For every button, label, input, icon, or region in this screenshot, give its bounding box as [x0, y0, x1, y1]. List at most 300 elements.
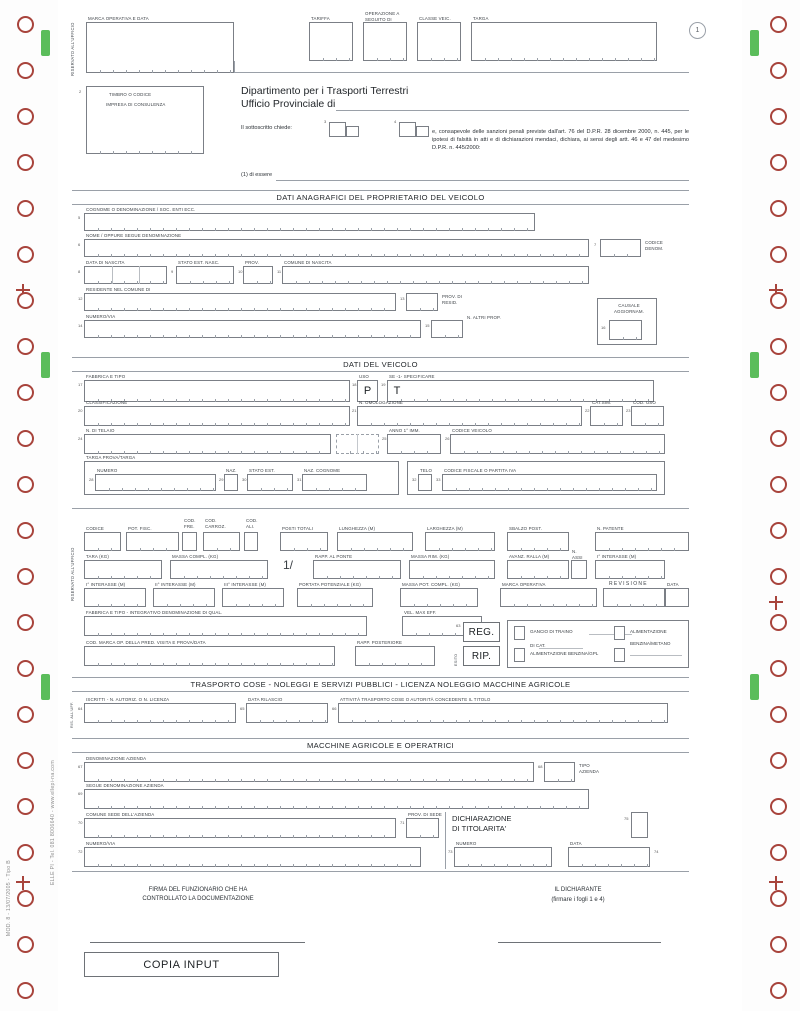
field-data-rilascio[interactable]	[246, 703, 328, 723]
field-number-74: 74	[654, 849, 659, 854]
field-tara[interactable]	[84, 560, 162, 579]
character-cell-tick	[527, 254, 528, 257]
field-targa[interactable]	[471, 22, 657, 61]
field-cod-ali[interactable]	[244, 532, 258, 551]
field-numero-titolarita[interactable]	[454, 847, 552, 867]
character-cell-tick	[241, 806, 242, 809]
character-cell-tick	[508, 720, 509, 723]
checkbox-chiede-3[interactable]	[329, 122, 346, 137]
field-interasse-0[interactable]	[595, 560, 665, 579]
field-codice-denom[interactable]	[600, 239, 641, 257]
field-codice[interactable]	[84, 532, 121, 551]
riservato-ufficio-vertical-top: RISERVATO ALL'UFFICIO	[70, 22, 75, 76]
character-cell-tick	[527, 779, 528, 782]
character-cell-tick	[431, 58, 432, 61]
character-cell-tick	[475, 228, 476, 231]
character-cell-tick	[293, 633, 294, 636]
character-cell-tick	[353, 576, 354, 579]
character-cell-tick	[202, 835, 203, 838]
character-cell-tick	[228, 335, 229, 338]
label-numero-targa: NUMERO	[97, 468, 118, 473]
rip-button[interactable]: RIP.	[463, 646, 500, 666]
field-n-telaio[interactable]	[84, 434, 331, 454]
field-cod-marca-op-visita[interactable]	[84, 646, 335, 666]
field-comune-nascita[interactable]	[282, 266, 589, 284]
character-cell-tick	[329, 488, 330, 491]
character-cell-tick	[371, 423, 372, 426]
character-cell-tick	[443, 720, 444, 723]
character-cell-tick	[319, 779, 320, 782]
character-cell-tick	[135, 488, 136, 491]
character-cell-tick	[395, 663, 396, 666]
character-cell-tick	[449, 576, 450, 579]
field-iscritti-autoriz[interactable]	[84, 703, 236, 723]
field-pot-fisc[interactable]	[126, 532, 179, 551]
character-cell-tick	[573, 720, 574, 723]
checkbox-alimentazione-metano[interactable]	[614, 626, 625, 640]
field-numero-via-azienda[interactable]	[84, 847, 421, 867]
character-cell-tick	[189, 423, 190, 426]
checkbox-chiede-3b[interactable]	[346, 126, 359, 137]
field-interasse-1[interactable]	[84, 588, 146, 607]
character-cell-tick	[306, 228, 307, 231]
field-stato-est[interactable]	[247, 474, 293, 491]
character-cell-tick	[254, 806, 255, 809]
character-cell-tick	[174, 488, 175, 491]
character-cell-tick	[384, 423, 385, 426]
character-cell-tick	[612, 488, 613, 491]
field-number-18: 18	[352, 382, 357, 387]
character-cell-tick	[150, 308, 151, 311]
field-n-patente[interactable]	[595, 532, 689, 551]
section-title-trasporto: TRASPORTO COSE - NOLEGGI E SERVIZI PUBBLICI - LICENZA NOLEGGIO MACCHINE AGRICOLE	[190, 680, 571, 689]
character-cell-tick	[280, 423, 281, 426]
character-cell-tick	[113, 151, 114, 154]
character-cell-tick	[674, 548, 675, 551]
character-cell-tick	[228, 864, 229, 867]
character-cell-tick	[358, 228, 359, 231]
feed-hole	[17, 798, 34, 815]
field-cod-carroz[interactable]	[203, 532, 240, 551]
field-classe-veicolo[interactable]	[417, 22, 461, 61]
field-marca-operativa[interactable]	[86, 22, 234, 73]
character-cell-tick	[280, 254, 281, 257]
character-cell-tick	[280, 779, 281, 782]
character-cell-tick	[501, 806, 502, 809]
label-prov-nascita: PROV.	[245, 260, 260, 265]
character-cell-tick	[371, 806, 372, 809]
signature-line-dichiarante[interactable]	[498, 942, 661, 943]
feed-hole	[770, 568, 787, 585]
field-residente-comune[interactable]	[84, 293, 396, 311]
character-cell-tick	[241, 663, 242, 666]
character-cell-tick	[124, 633, 125, 636]
field-cognome[interactable]	[84, 213, 535, 231]
label-comune-sede: COMUNE SEDE DELL'AZIENDA	[86, 812, 155, 817]
character-cell-tick	[345, 399, 346, 402]
character-cell-tick	[215, 308, 216, 311]
label-attivita-trasporto: ATTIVITÀ TRASPORTO COSE O AUTORITÀ CONCEDENTE IL TITOLO	[340, 697, 491, 702]
character-cell-tick	[599, 720, 600, 723]
character-cell-tick	[404, 720, 405, 723]
character-cell-tick	[124, 335, 125, 338]
character-cell-tick	[558, 779, 559, 782]
field-segue-denominazione[interactable]	[84, 789, 589, 809]
field-tipo-azienda[interactable]	[544, 762, 575, 782]
checkbox-extra[interactable]	[614, 648, 625, 662]
field-cod-fre[interactable]	[182, 532, 197, 551]
character-cell-tick	[332, 806, 333, 809]
character-cell-tick	[576, 58, 577, 61]
character-cell-tick	[124, 254, 125, 257]
character-cell-tick	[319, 335, 320, 338]
feed-hole	[17, 982, 34, 999]
character-cell-tick	[378, 720, 379, 723]
character-cell-tick	[165, 70, 166, 73]
character-cell-tick	[332, 633, 333, 636]
character-cell-tick	[267, 451, 268, 454]
character-cell-tick	[547, 720, 548, 723]
field-number-14: 14	[78, 323, 83, 328]
character-cell-tick	[293, 254, 294, 257]
character-cell-tick	[442, 633, 443, 636]
field-interasse-3[interactable]	[222, 588, 284, 607]
character-cell-tick	[358, 308, 359, 311]
declaration-prefix: Il sottoscritto chiede:	[241, 125, 292, 131]
field-n-assi[interactable]	[571, 560, 587, 579]
character-cell-tick	[165, 151, 166, 154]
character-cell-tick	[215, 335, 216, 338]
character-cell-tick	[659, 451, 660, 454]
character-cell-tick	[163, 254, 164, 257]
character-cell-tick	[658, 423, 659, 426]
character-cell-tick	[566, 806, 567, 809]
field-operazione[interactable]	[363, 22, 407, 61]
field-rapp-al-ponte[interactable]	[313, 560, 401, 579]
field-se-specificare[interactable]	[387, 380, 654, 402]
character-cell-tick	[550, 58, 551, 61]
character-cell-tick	[267, 835, 268, 838]
field-posti-totali[interactable]	[280, 532, 328, 551]
field-numero-via[interactable]	[84, 320, 421, 338]
field-comune-sede[interactable]	[84, 818, 396, 838]
character-cell-tick	[228, 254, 229, 257]
field-interasse-2[interactable]	[153, 588, 215, 607]
checkbox-chiede-4[interactable]	[399, 122, 416, 137]
date-separator	[139, 266, 140, 284]
field-data-nascita[interactable]	[84, 266, 167, 284]
character-cell-tick	[622, 548, 623, 551]
character-cell-tick	[586, 720, 587, 723]
field-massa-compl[interactable]	[170, 560, 268, 579]
feed-hole	[17, 292, 34, 309]
character-cell-tick	[397, 254, 398, 257]
character-cell-tick	[452, 281, 453, 284]
label-gancio-traino: GANCIO DI TRAINO	[530, 629, 573, 634]
field-larghezza[interactable]	[425, 532, 495, 551]
field-nome[interactable]	[84, 239, 589, 257]
field-number-73: 73	[448, 849, 453, 854]
character-cell-tick	[371, 254, 372, 257]
character-cell-tick	[241, 228, 242, 231]
character-cell-tick	[150, 576, 151, 579]
character-cell-tick	[488, 423, 489, 426]
character-cell-tick	[203, 281, 204, 284]
character-cell-tick	[651, 720, 652, 723]
character-cell-tick	[423, 228, 424, 231]
registration-cross-icon	[769, 596, 783, 610]
character-cell-tick	[111, 633, 112, 636]
character-cell-tick	[421, 663, 422, 666]
field-prov-residenza[interactable]	[406, 293, 438, 311]
character-cell-tick	[501, 779, 502, 782]
field-lunghezza[interactable]	[337, 532, 413, 551]
character-cell-tick	[202, 633, 203, 636]
character-cell-tick	[228, 835, 229, 838]
field-revisione[interactable]	[603, 588, 665, 607]
character-cell-tick	[382, 663, 383, 666]
field-tariffa[interactable]	[309, 22, 353, 61]
character-cell-tick	[553, 423, 554, 426]
character-cell-tick	[124, 806, 125, 809]
character-cell-tick	[358, 806, 359, 809]
field-fabbrica-tipo[interactable]	[84, 380, 350, 402]
character-cell-tick	[176, 308, 177, 311]
character-cell-tick	[111, 779, 112, 782]
label-naz: NAZ.	[226, 468, 237, 473]
character-cell-tick	[429, 633, 430, 636]
field-number-70: 70	[78, 820, 83, 825]
field-telo[interactable]	[418, 474, 432, 491]
character-cell-tick	[492, 399, 493, 402]
character-cell-tick	[150, 423, 151, 426]
character-cell-tick	[342, 488, 343, 491]
character-cell-tick	[661, 576, 662, 579]
field-codice-fiscale[interactable]	[442, 474, 657, 491]
label-codice: CODICE	[86, 526, 104, 531]
character-cell-tick	[628, 58, 629, 61]
field-stato-est-nasc[interactable]	[176, 266, 234, 284]
character-cell-tick	[176, 720, 177, 723]
field-number-12: 12	[78, 296, 83, 301]
character-cell-tick	[163, 663, 164, 666]
character-cell-tick	[614, 254, 615, 257]
field-n-omologazione[interactable]	[357, 406, 582, 426]
checkbox-chiede-4b[interactable]	[416, 126, 429, 137]
field-sbalzo-post[interactable]	[507, 532, 569, 551]
label-operazione: OPERAZIONE A SEGUITO DI	[365, 11, 400, 22]
character-cell-tick	[475, 779, 476, 782]
character-cell-tick	[337, 604, 338, 607]
character-cell-tick	[189, 720, 190, 723]
character-cell-tick	[358, 335, 359, 338]
field-numero-targa[interactable]	[95, 474, 216, 491]
label-cod-carroz: COD. CARROZ.	[205, 518, 226, 529]
character-cell-tick	[262, 604, 263, 607]
field-massa-rim[interactable]	[409, 560, 495, 579]
label-numero-titolarita: NUMERO	[456, 841, 477, 846]
feed-hole	[17, 430, 34, 447]
field-number-2: 2	[79, 89, 82, 94]
field-causale-aggiornam[interactable]	[609, 320, 642, 340]
character-cell-tick	[527, 423, 528, 426]
character-cell-tick	[163, 633, 164, 636]
field-number-4: 4	[394, 119, 397, 124]
character-cell-tick	[254, 335, 255, 338]
character-cell-tick	[111, 228, 112, 231]
character-cell-tick	[643, 604, 644, 607]
field-marca-operativa-tech[interactable]	[500, 588, 597, 607]
character-cell-tick	[176, 423, 177, 426]
field-number-11: 11	[277, 269, 282, 274]
character-cell-tick	[589, 58, 590, 61]
checkbox-gancio-traino[interactable]	[514, 626, 525, 640]
label-targa: TARGA	[473, 16, 489, 21]
character-cell-tick	[122, 488, 123, 491]
character-cell-tick	[189, 633, 190, 636]
character-cell-tick	[623, 337, 624, 340]
character-cell-tick	[427, 451, 428, 454]
character-cell-tick	[345, 335, 346, 338]
character-cell-tick	[98, 308, 99, 311]
feed-hole	[17, 752, 34, 769]
character-cell-tick	[202, 451, 203, 454]
character-cell-tick	[202, 228, 203, 231]
character-cell-tick	[534, 488, 535, 491]
date-separator	[112, 266, 113, 284]
character-cell-tick	[241, 423, 242, 426]
character-cell-tick	[163, 806, 164, 809]
character-cell-tick	[306, 779, 307, 782]
field-cod-uso[interactable]	[631, 406, 664, 426]
registration-cross-icon	[16, 876, 30, 890]
field-anno-imm[interactable]	[387, 434, 441, 454]
field-naz[interactable]	[224, 474, 238, 491]
field-avanz-ralla[interactable]	[507, 560, 569, 579]
character-cell-tick	[176, 633, 177, 636]
character-cell-tick	[384, 228, 385, 231]
character-cell-tick	[126, 70, 127, 73]
green-marker	[41, 674, 50, 700]
field-classificazione[interactable]	[84, 406, 350, 426]
feed-hole	[17, 200, 34, 217]
character-cell-tick	[384, 335, 385, 338]
character-cell-tick	[140, 548, 141, 551]
character-cell-tick	[137, 864, 138, 867]
label-interasse-2: II° INTERASSE (M)	[155, 582, 196, 587]
field-rapp-posteriore[interactable]	[355, 646, 435, 666]
feed-hole	[770, 16, 787, 33]
label-stato-est-nasc: STATO EST. NASC.	[178, 260, 220, 265]
character-cell-tick	[111, 720, 112, 723]
field-number-31: 31	[297, 477, 302, 482]
character-cell-tick	[491, 548, 492, 551]
feed-hole	[17, 154, 34, 171]
character-cell-tick	[111, 548, 112, 551]
signature-line-funzionario[interactable]	[90, 942, 305, 943]
character-cell-tick	[254, 451, 255, 454]
field-data-titolarita[interactable]	[568, 847, 650, 867]
character-cell-tick	[332, 254, 333, 257]
character-cell-tick	[137, 576, 138, 579]
character-cell-tick	[521, 576, 522, 579]
character-cell-tick	[254, 779, 255, 782]
feed-hole	[770, 154, 787, 171]
character-cell-tick	[345, 308, 346, 311]
label-benzina-metano: BENZINA/METANO	[630, 641, 671, 646]
character-cell-tick	[345, 254, 346, 257]
label-residente-comune: RESIDENTE NEL COMUNE DI	[86, 287, 151, 292]
character-cell-tick	[280, 663, 281, 666]
character-cell-tick	[137, 835, 138, 838]
section-top-rule-trasporto	[72, 677, 689, 678]
field-prov-nascita[interactable]	[243, 266, 273, 284]
character-cell-tick	[477, 451, 478, 454]
character-cell-tick	[98, 835, 99, 838]
esito-vertical-label: ESITO	[454, 653, 458, 666]
field-n-altri-prop[interactable]	[431, 320, 463, 338]
field-denominazione-azienda[interactable]	[84, 762, 534, 782]
field-codice-veicolo[interactable]	[450, 434, 665, 454]
character-cell-tick	[482, 720, 483, 723]
field-titolarita-extra[interactable]	[631, 812, 648, 838]
character-cell-tick	[475, 254, 476, 257]
character-cell-tick	[228, 228, 229, 231]
character-cell-tick	[191, 151, 192, 154]
field-number-19: 19	[381, 382, 386, 387]
character-cell-tick	[98, 663, 99, 666]
character-cell-tick	[358, 633, 359, 636]
checkbox-alimentazione-gpl[interactable]	[514, 648, 525, 662]
field-massa-pot-compl[interactable]	[400, 588, 478, 607]
reg-button[interactable]: REG.	[463, 622, 500, 642]
field-attivita-trasporto[interactable]	[338, 703, 668, 723]
telaio-extra-divider	[357, 434, 358, 454]
character-cell-tick	[254, 254, 255, 257]
character-cell-tick	[98, 806, 99, 809]
character-cell-tick	[436, 806, 437, 809]
header-divider	[234, 72, 689, 73]
field-prov-sede[interactable]	[406, 818, 439, 838]
character-cell-tick	[98, 451, 99, 454]
character-cell-tick	[479, 399, 480, 402]
character-cell-tick	[319, 423, 320, 426]
di-essere-label: (1) di essere	[241, 172, 273, 178]
label-nome: NOME / OPPURE SEGUE DENOMINAZIONE	[86, 233, 182, 238]
section-bottom-rule-veicolo	[72, 371, 689, 372]
character-cell-tick	[646, 451, 647, 454]
extra-line	[630, 655, 682, 656]
field-fabbrica-integrativo[interactable]	[84, 616, 367, 636]
field-portata-potenziale[interactable]	[297, 588, 373, 607]
feed-hole	[17, 706, 34, 723]
field-number-15: 15	[425, 323, 430, 328]
field-revisione-data[interactable]	[665, 588, 689, 607]
character-cell-tick	[636, 337, 637, 340]
label-data-rilascio: DATA RILASCIO	[248, 697, 283, 702]
character-cell-tick	[332, 335, 333, 338]
character-cell-tick	[397, 806, 398, 809]
character-cell-tick	[189, 254, 190, 257]
character-cell-tick	[518, 399, 519, 402]
field-naz-cognome[interactable]	[302, 474, 367, 491]
field-cat-sim[interactable]	[590, 406, 623, 426]
character-cell-tick	[488, 806, 489, 809]
character-cell-tick	[664, 720, 665, 723]
character-cell-tick	[514, 806, 515, 809]
character-cell-tick	[582, 864, 583, 867]
field-number-3: 3	[324, 119, 327, 124]
